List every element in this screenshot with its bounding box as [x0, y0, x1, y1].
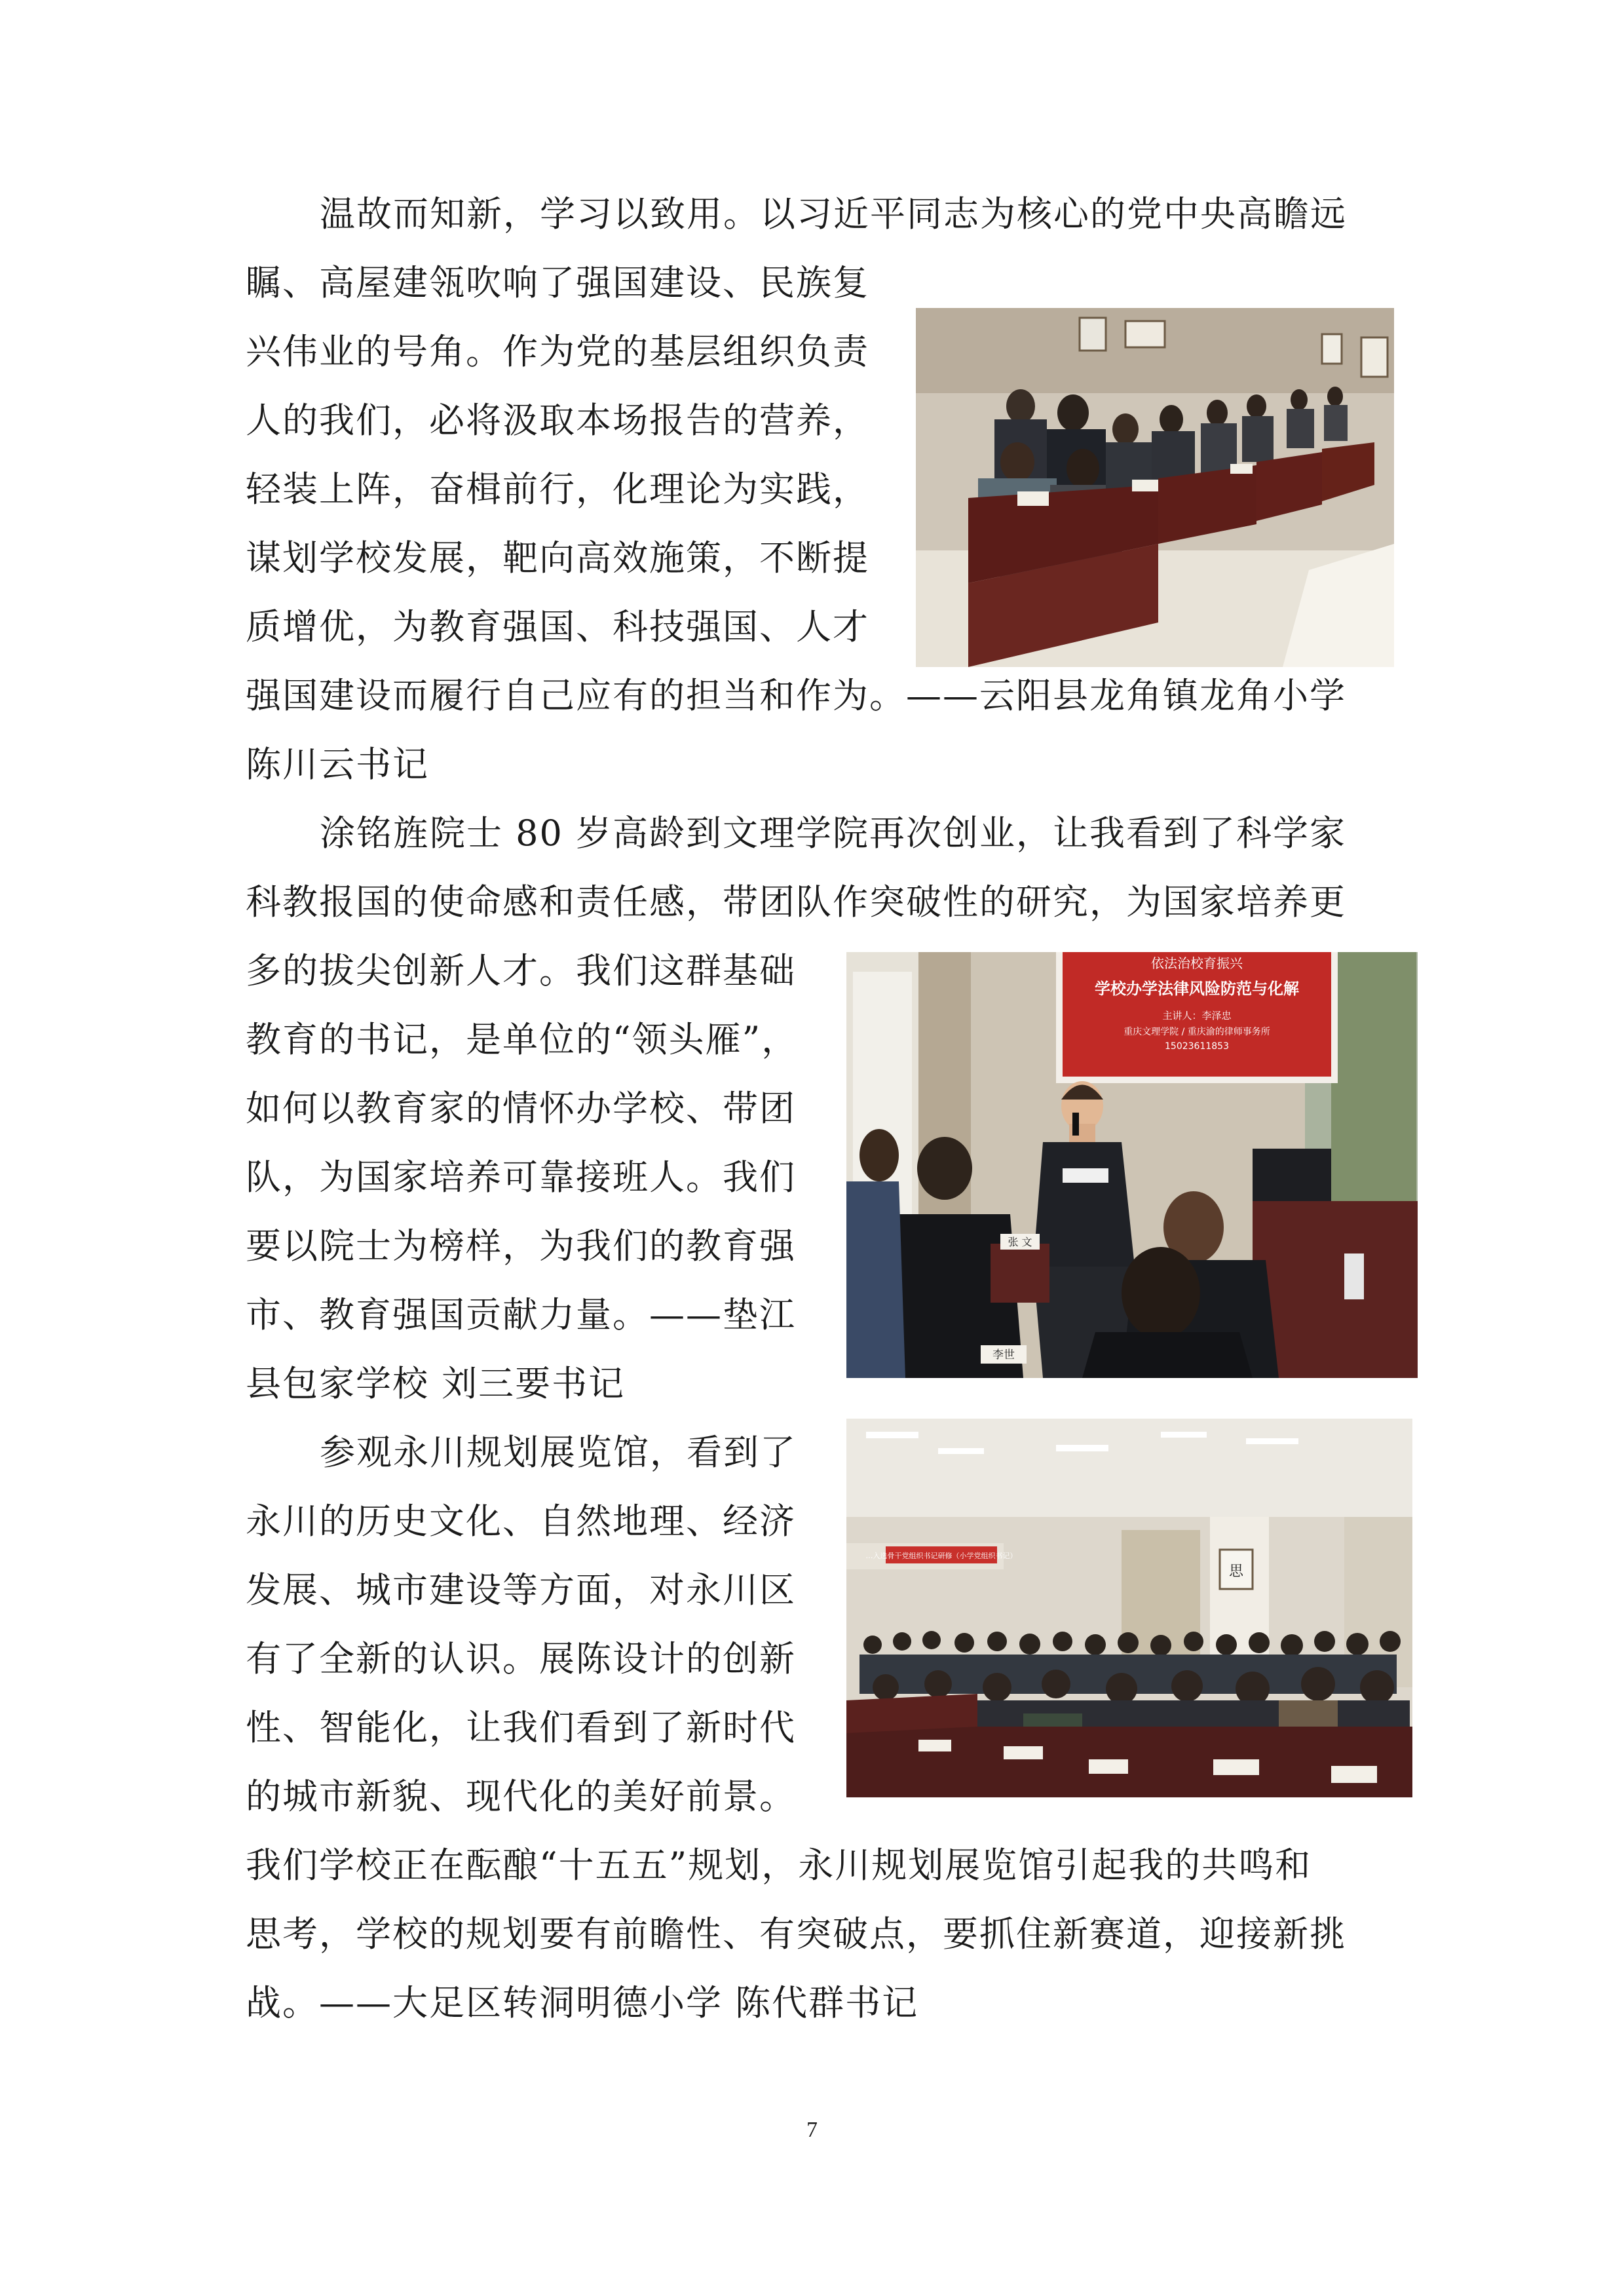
paragraph-1-line-1: 温故而知新，学习以致用。以习近平同志为核心的党中央高瞻远	[320, 193, 1347, 235]
paragraph-1-line-8: 强国建设而履行自己应有的担当和作为。——云阳县龙角镇龙角小学	[246, 675, 1346, 716]
paragraph-3-line-5: 性、智能化，让我们看到了新时代	[246, 1707, 796, 1748]
wall-calligraphy: 思	[1228, 1563, 1244, 1580]
paragraph-2-line-9: 县包家学校 刘三要书记	[246, 1363, 626, 1404]
paragraph-3-line-6: 的城市新貌、现代化的美好前景。	[246, 1776, 796, 1817]
meeting-room-photo	[846, 1419, 1412, 1797]
nameplate-label-2: 李世	[992, 1349, 1015, 1362]
paragraph-2-line-4: 教育的书记，是单位的“领头雁”，	[246, 1019, 799, 1060]
paragraph-2-line-5: 如何以教育家的情怀办学校、带团	[246, 1088, 796, 1129]
paragraph-3-line-2: 永川的历史文化、自然地理、经济	[246, 1501, 796, 1542]
paragraph-2-line-3: 多的拔尖创新人才。我们这群基础	[246, 950, 796, 991]
paragraph-2-line-7: 要以院士为榜样，为我们的教育强	[246, 1225, 796, 1267]
paragraph-3-line-4: 有了全新的认识。展陈设计的创新	[246, 1638, 796, 1679]
paragraph-3-line-8: 思考，学校的规划要有前瞻性、有突破点，要抓住新赛道，迎接新挑	[246, 1913, 1346, 1955]
paragraph-2-line-2: 科教报国的使命感和责任感，带团队作突破性的研究，为国家培养更	[246, 881, 1346, 923]
speaker-photo	[846, 952, 1418, 1378]
paragraph-1-line-9: 陈川云书记	[246, 744, 429, 785]
slide-org: 重庆文理学院 / 重庆渝的律师事务所	[1124, 1027, 1270, 1037]
classroom-photo-1	[916, 308, 1394, 667]
slide-speaker: 主讲人：李泽忠	[1162, 1010, 1232, 1022]
page-number: 7	[806, 2118, 818, 2142]
classroom-photo-icon	[916, 308, 1394, 667]
meeting-banner: …入选骨干党组织书记研修（小学党组织书记）	[865, 1552, 1017, 1560]
paragraph-3-line-7: 我们学校正在酝酿“十五五”规划，永川规划展览馆引起我的共鸣和	[246, 1845, 1312, 1886]
paragraph-3-line-1: 参观永川规划展览馆，看到了	[320, 1432, 797, 1473]
nameplate-label: 张 文	[1008, 1236, 1032, 1248]
paragraph-1-line-5: 轻装上阵，奋楫前行，化理论为实践，	[246, 469, 869, 510]
paragraph-1-line-7: 质增优，为教育强国、科技强国、人才	[246, 606, 869, 647]
slide-title-line1: 依法治校育振兴	[1151, 955, 1243, 971]
slide-phone: 15023611853	[1165, 1041, 1229, 1052]
paragraph-2-line-8: 市、教育强国贡献力量。——垫江	[246, 1294, 796, 1335]
paragraph-3-line-9: 战。——大足区转洞明德小学 陈代群书记	[246, 1982, 919, 2023]
paragraph-1-line-2: 瞩、高屋建瓴吹响了强国建设、民族复	[246, 262, 869, 303]
paragraph-3-line-3: 发展、城市建设等方面，对永川区	[246, 1569, 796, 1611]
paragraph-2-line-6: 队，为国家培养可靠接班人。我们	[246, 1157, 796, 1198]
paragraph-1-line-3: 兴伟业的号角。作为党的基层组织负责	[246, 331, 869, 372]
paragraph-1-line-4: 人的我们，必将汲取本场报告的营养，	[246, 400, 869, 441]
paragraph-2-line-1: 涂铭旌院士 80 岁高龄到文理学院再次创业，让我看到了科学家	[320, 813, 1347, 854]
paragraph-1-line-6: 谋划学校发展，靶向高效施策，不断提	[246, 537, 869, 579]
slide-title-line2: 学校办学法律风险防范与化解	[1095, 980, 1299, 998]
